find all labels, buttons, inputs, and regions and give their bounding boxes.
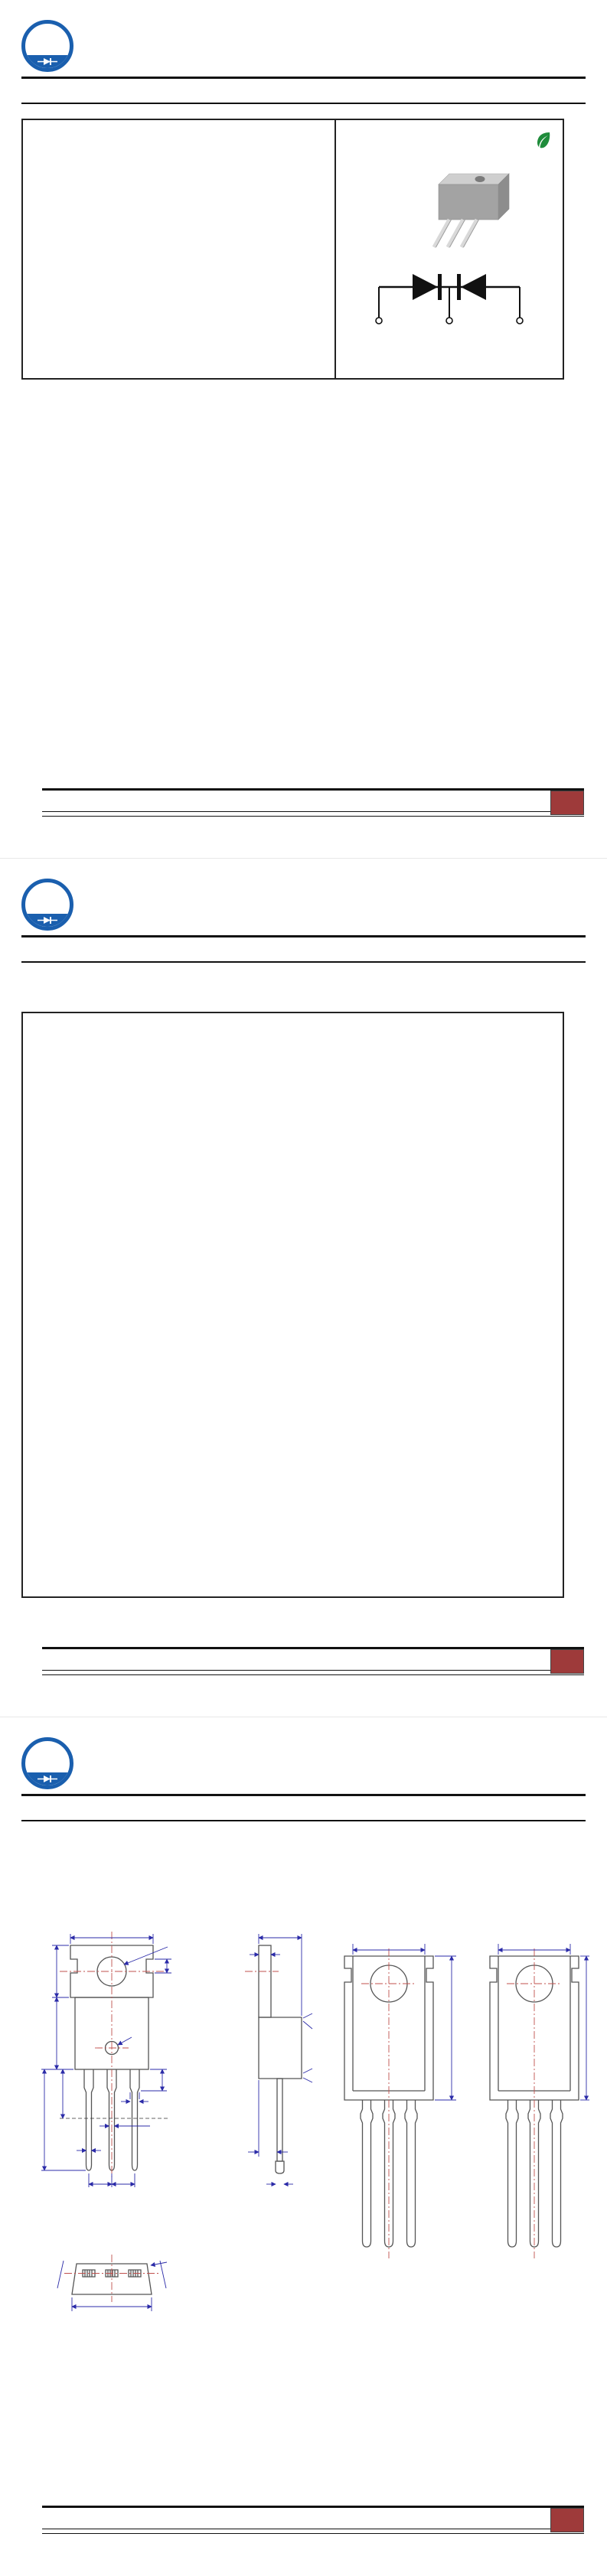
diode-schematic (368, 270, 530, 334)
to220-package-image (403, 165, 518, 257)
page-1 (0, 0, 607, 859)
rohs-badge (535, 131, 552, 149)
page-3 (0, 1717, 607, 2576)
page-number-badge (550, 791, 584, 815)
page-number-badge (550, 1649, 584, 1674)
logo-mark-icon (21, 20, 73, 72)
page-2 (0, 859, 607, 1717)
fig2-surge-chart (297, 1064, 527, 1179)
fig1-derating-chart (28, 1064, 257, 1179)
footer-rule-2 (42, 1670, 584, 1675)
header-rule-2 (21, 103, 586, 104)
header-rule (21, 935, 586, 937)
footer-rule-2 (42, 2529, 584, 2534)
company-logo (21, 1737, 80, 1789)
header-rule-2 (21, 1820, 586, 1821)
header-rule (21, 1794, 586, 1796)
package-panel (335, 120, 563, 378)
diode-glyph-icon (38, 57, 57, 66)
fig4-forward-chart (297, 1312, 527, 1427)
package-outline-drawing (15, 1918, 593, 2358)
side-view (259, 1945, 302, 2173)
logo-mark-icon (21, 879, 73, 931)
footer-rule (42, 2506, 584, 2508)
product-summary-box (21, 119, 564, 380)
diode-glyph-icon (38, 1775, 57, 1783)
company-logo (21, 20, 80, 72)
features-panel (23, 120, 335, 378)
diode-glyph-icon (38, 916, 57, 924)
ratings-heading (34, 395, 41, 412)
rohs-leaf-icon (535, 131, 552, 149)
logo-mark-icon (21, 1737, 73, 1789)
page-number-badge (550, 2508, 584, 2532)
header-rule (21, 77, 586, 79)
company-logo (21, 879, 80, 931)
fig3-reverse-chart (28, 1315, 257, 1430)
header-rule-2 (21, 961, 586, 963)
footer-rule (42, 1647, 584, 1649)
footer-rule (42, 788, 584, 791)
footer-rule-2 (42, 811, 584, 817)
